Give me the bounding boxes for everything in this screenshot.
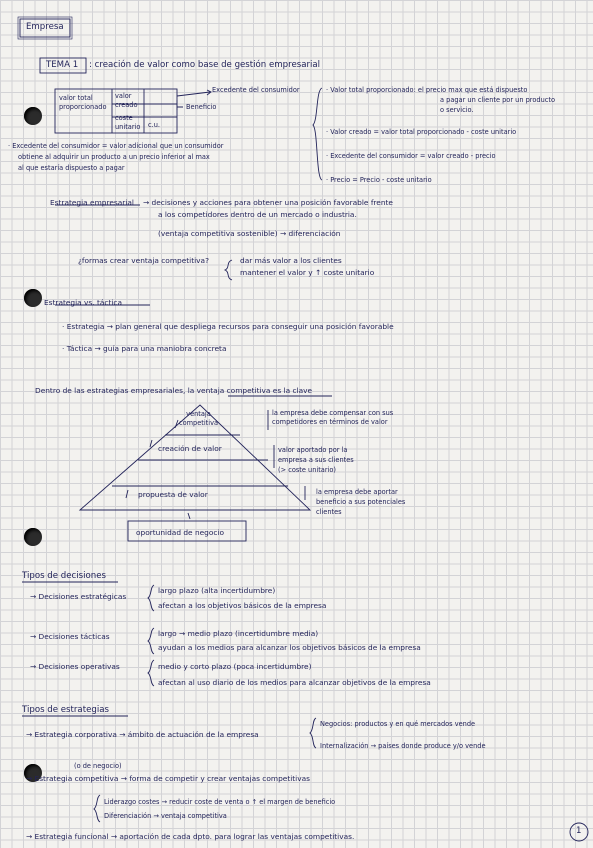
pyramid-note-2c: (> coste unitario) (278, 466, 336, 474)
value-table-cell-2: coste unitario (115, 114, 141, 131)
note-valor-creado: · Valor creado = valor total proporcionado - coste unitario (326, 128, 517, 136)
pyramid-note-1b: competidores en términos de valor (272, 418, 388, 426)
decision-estrategica-1: largo plazo (alta incertidumbre) (158, 586, 276, 595)
tema-title: : creación de valor como base de gestión empresarial (89, 60, 321, 70)
note-valor-total-3: o servicio. (440, 106, 474, 114)
formas-question: ¿formas crear ventaja competitiva? (78, 256, 209, 265)
decision-operativa-1: medio y corto plazo (poca incertidumbre) (158, 662, 312, 671)
value-table-cell-3: c.u. (148, 121, 160, 129)
estrategia-line-3: (ventaja competitiva sostenible) → diferenciación (158, 229, 341, 238)
pyramid-level-3: propuesta de valor (138, 490, 208, 499)
decision-tactica-label: → Decisiones tácticas (30, 632, 110, 641)
tactica-label: Estrategia vs. táctica (44, 298, 123, 307)
estrategia-corporativa-a: Negocios: productos y en qué mercados vende (320, 720, 476, 728)
pyramid-level-2: creación de valor (158, 444, 222, 453)
pyramid-note-3a: la empresa debe aportar (316, 488, 398, 496)
excedente-note-1: · Excedente del consumidor = valor adicional que un consumidor (8, 142, 224, 150)
formas-option-2: mantener el valor y ↑ coste unitario (240, 268, 375, 277)
estrategia-corporativa: → Estrategia corporativa → ámbito de actuación de la empresa (26, 730, 259, 739)
estrategia-label: Estrategia empresarial (50, 198, 134, 207)
estrategias-title: Tipos de estrategias (22, 705, 109, 715)
pyramid-intro: Dentro de las estrategias empresariales, la ventaja competitiva es la clave (35, 386, 313, 395)
estrategia-line-1: → decisiones y acciones para obtener una posición favorable frente (143, 198, 393, 207)
estrategia-line-2: a los competidores dentro de un mercado o industria. (158, 210, 357, 219)
decision-operativa-2: afectan al uso diario de los medios para alcanzar objetivos de la empresa (158, 678, 431, 687)
tactica-line-1: · Estrategia → plan general que despliega recursos para conseguir una posición favorable (62, 322, 394, 331)
decision-estrategica-label: → Decisiones estratégicas (30, 592, 127, 601)
pyramid-note-3c: clientes (316, 508, 342, 516)
decisiones-title: Tipos de decisiones (22, 571, 106, 581)
estrategia-competitiva-b: Diferenciación → ventaja competitiva (104, 812, 227, 820)
formas-option-1: dar más valor a los clientes (240, 256, 342, 265)
estrategia-competitiva-a: Liderazgo costes → reducir coste de venta o ↑ el margen de beneficio (104, 798, 336, 806)
estrategia-negocio-note: (o de negocio) (74, 762, 122, 770)
arrow-label-excedente: Excedente del consumidor (212, 86, 300, 94)
decision-estrategica-2: afectan a los objetivos básicos de la empresa (158, 601, 327, 610)
tema-tag: TEMA 1 (46, 60, 79, 70)
tactica-line-2: · Táctica → guía para una maniobra concreta (62, 344, 227, 353)
pyramid-note-2a: valor aportado por la (278, 446, 348, 454)
estrategia-competitiva: → Estrategia competitiva → forma de competir y crear ventajas competitivas (26, 774, 310, 783)
note-precio: · Precio = Precio - coste unitario (326, 176, 432, 184)
decision-tactica-2: ayudan a los medios para alcanzar los objetivos básicos de la empresa (158, 643, 421, 652)
decision-tactica-1: largo → medio plazo (incertidumbre media) (158, 629, 319, 638)
pyramid-note-3b: beneficio a sus potenciales (316, 498, 406, 506)
excedente-note-2: obtiene al adquirir un producto a un precio inferior al max (18, 153, 210, 161)
excedente-note-3: al que estaría dispuesto a pagar (18, 164, 125, 172)
value-table-left-label: valor total proporcionado (59, 94, 107, 111)
note-valor-total-2: a pagar un cliente por un producto (440, 96, 555, 104)
subject-title: Empresa (26, 22, 64, 32)
decision-operativa-label: → Decisiones operativas (30, 662, 120, 671)
estrategia-funcional: → Estrategia funcional → aportación de cada dpto. para lograr las ventajas competitivas. (26, 832, 355, 841)
pyramid-note-1a: la empresa debe compensar con sus (272, 409, 394, 417)
pyramid-level-4: oportunidad de negocio (136, 528, 225, 537)
note-valor-total: · Valor total proporcionado: el precio max que está dispuesto (326, 86, 528, 94)
pyramid-note-2b: empresa a sus clientes (278, 456, 354, 464)
value-table-cell-1: valor creado (115, 92, 138, 109)
page-number: 1 (576, 826, 582, 836)
pyramid-level-1: ventaja competitiva (178, 410, 219, 427)
estrategia-corporativa-b: Internalización → países donde produce y/o vende (320, 742, 486, 750)
arrow-label-beneficio: Beneficio (186, 103, 217, 111)
note-excedente: · Excedente del consumidor = valor creado - precio (326, 152, 496, 160)
